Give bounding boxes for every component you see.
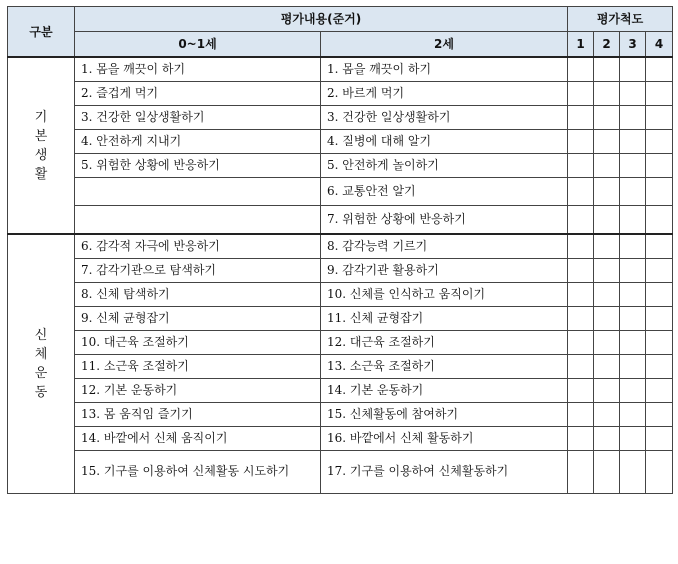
- content-age-2: 2. 바르게 먹기: [321, 81, 568, 105]
- table-row: [8, 177, 673, 205]
- score-cell-2[interactable]: [594, 105, 620, 129]
- score-cell-4[interactable]: [646, 153, 673, 177]
- score-cell-1[interactable]: [568, 378, 594, 402]
- score-level-3-header: 3: [620, 32, 646, 58]
- score-cell-1[interactable]: [568, 81, 594, 105]
- score-cell-1[interactable]: [568, 153, 594, 177]
- score-cell-2[interactable]: [594, 378, 620, 402]
- score-cell-1[interactable]: [568, 258, 594, 282]
- content-age-2: 1. 몸을 깨끗이 하기: [321, 57, 568, 81]
- score-cell-2[interactable]: [594, 402, 620, 426]
- content-age-2: 14. 기본 운동하기: [321, 378, 568, 402]
- score-cell-4[interactable]: [646, 378, 673, 402]
- table-header: [8, 7, 673, 58]
- score-cell-3[interactable]: [620, 306, 646, 330]
- score-cell-1[interactable]: [568, 426, 594, 450]
- score-cell-3[interactable]: [620, 330, 646, 354]
- content-age-2: 16. 바깥에서 신체 활동하기: [321, 426, 568, 450]
- content-age-2: 12. 대근육 조절하기: [321, 330, 568, 354]
- content-age-01: 8. 신체 탐색하기: [75, 282, 321, 306]
- score-cell-4[interactable]: [646, 426, 673, 450]
- score-cell-3[interactable]: [620, 81, 646, 105]
- content-age-01: 10. 대근육 조절하기: [75, 330, 321, 354]
- table-row: [8, 306, 673, 330]
- score-cell-1[interactable]: [568, 177, 594, 205]
- score-cell-2[interactable]: [594, 81, 620, 105]
- score-cell-4[interactable]: [646, 57, 673, 81]
- score-cell-3[interactable]: [620, 450, 646, 493]
- score-cell-3[interactable]: [620, 177, 646, 205]
- content-age-01: 7. 감각기관으로 탐색하기: [75, 258, 321, 282]
- score-cell-4[interactable]: [646, 330, 673, 354]
- content-age-2: 6. 교통안전 알기: [321, 177, 568, 205]
- category-char: 본: [34, 128, 48, 144]
- content-age-2: 10. 신체를 인식하고 움직이기: [321, 282, 568, 306]
- score-level-2-header: 2: [594, 32, 620, 58]
- content-age-2: 7. 위험한 상황에 반응하기: [321, 205, 568, 234]
- score-cell-3[interactable]: [620, 258, 646, 282]
- content-age-01: [75, 205, 321, 234]
- category-char: 체: [34, 346, 48, 362]
- score-cell-4[interactable]: [646, 129, 673, 153]
- content-age-01: [75, 177, 321, 205]
- content-age-01: 6. 감각적 자극에 반응하기: [75, 234, 321, 258]
- score-cell-2[interactable]: [594, 330, 620, 354]
- score-level-1-header: 1: [568, 32, 594, 58]
- score-cell-1[interactable]: [568, 330, 594, 354]
- content-age-2: 15. 신체활동에 참여하기: [321, 402, 568, 426]
- score-cell-4[interactable]: [646, 306, 673, 330]
- score-cell-3[interactable]: [620, 378, 646, 402]
- content-age-2: 13. 소근육 조절하기: [321, 354, 568, 378]
- score-cell-2[interactable]: [594, 234, 620, 258]
- score-cell-3[interactable]: [620, 57, 646, 81]
- score-cell-2[interactable]: [594, 354, 620, 378]
- score-cell-2[interactable]: [594, 450, 620, 493]
- table-row: [8, 129, 673, 153]
- score-cell-1[interactable]: [568, 402, 594, 426]
- score-cell-3[interactable]: [620, 282, 646, 306]
- category-char: 신: [34, 327, 48, 343]
- content-age-01: 13. 몸 움직임 즐기기: [75, 402, 321, 426]
- category-basic-life: [8, 57, 75, 234]
- table-row: [8, 57, 673, 81]
- score-cell-4[interactable]: [646, 282, 673, 306]
- table-row: [8, 402, 673, 426]
- scale-header: 평가척도: [568, 7, 673, 32]
- score-cell-1[interactable]: [568, 354, 594, 378]
- score-cell-1[interactable]: [568, 205, 594, 234]
- content-age-2: 8. 감각능력 기르기: [321, 234, 568, 258]
- score-cell-4[interactable]: [646, 81, 673, 105]
- table-row: [8, 81, 673, 105]
- age-01-header: 0~1세: [75, 32, 321, 58]
- score-cell-3[interactable]: [620, 402, 646, 426]
- content-age-01: 3. 건강한 일상생활하기: [75, 105, 321, 129]
- score-cell-4[interactable]: [646, 177, 673, 205]
- score-cell-2[interactable]: [594, 426, 620, 450]
- category-char: 동: [34, 384, 48, 400]
- score-cell-1[interactable]: [568, 105, 594, 129]
- score-cell-1[interactable]: [568, 129, 594, 153]
- category-char: 운: [34, 365, 48, 381]
- score-cell-4[interactable]: [646, 450, 673, 493]
- content-age-01: 12. 기본 운동하기: [75, 378, 321, 402]
- content-age-01: 15. 기구를 이용하여 신체활동 시도하기: [75, 450, 321, 493]
- table-row: [8, 282, 673, 306]
- table-row: [8, 378, 673, 402]
- category-header: 구분: [8, 7, 75, 58]
- table-body: [8, 57, 673, 493]
- content-age-01: 5. 위험한 상황에 반응하기: [75, 153, 321, 177]
- content-age-01: 2. 즐겁게 먹기: [75, 81, 321, 105]
- score-cell-4[interactable]: [646, 205, 673, 234]
- age-2-header: 2세: [321, 32, 568, 58]
- score-cell-3[interactable]: [620, 153, 646, 177]
- content-age-2: 9. 감각기관 활용하기: [321, 258, 568, 282]
- score-cell-2[interactable]: [594, 282, 620, 306]
- score-cell-3[interactable]: [620, 354, 646, 378]
- table-row: [8, 354, 673, 378]
- score-cell-1[interactable]: [568, 282, 594, 306]
- content-age-2: 4. 질병에 대해 알기: [321, 129, 568, 153]
- score-cell-1[interactable]: [568, 57, 594, 81]
- content-age-01: 9. 신체 균형잡기: [75, 306, 321, 330]
- table-row: [8, 258, 673, 282]
- content-age-2: 17. 기구를 이용하여 신체활동하기: [321, 450, 568, 493]
- score-cell-4[interactable]: [646, 234, 673, 258]
- content-age-2: 5. 안전하게 놀이하기: [321, 153, 568, 177]
- content-age-2: 3. 건강한 일상생활하기: [321, 105, 568, 129]
- score-cell-2[interactable]: [594, 177, 620, 205]
- category-char: 기: [34, 109, 48, 125]
- score-cell-4[interactable]: [646, 258, 673, 282]
- score-cell-2[interactable]: [594, 57, 620, 81]
- content-age-01: 14. 바깥에서 신체 움직이기: [75, 426, 321, 450]
- table-row: [8, 205, 673, 234]
- table-row: [8, 450, 673, 493]
- score-cell-3[interactable]: [620, 205, 646, 234]
- score-cell-2[interactable]: [594, 258, 620, 282]
- score-level-4-header: 4: [646, 32, 673, 58]
- score-cell-3[interactable]: [620, 426, 646, 450]
- content-header: 평가내용(준거): [75, 7, 568, 32]
- category-char: 생: [34, 147, 48, 163]
- content-age-01: 4. 안전하게 지내기: [75, 129, 321, 153]
- table-row: [8, 330, 673, 354]
- score-cell-4[interactable]: [646, 354, 673, 378]
- content-age-2: 11. 신체 균형잡기: [321, 306, 568, 330]
- score-cell-2[interactable]: [594, 306, 620, 330]
- score-cell-2[interactable]: [594, 129, 620, 153]
- content-age-01: 11. 소근육 조절하기: [75, 354, 321, 378]
- score-cell-3[interactable]: [620, 105, 646, 129]
- score-cell-4[interactable]: [646, 105, 673, 129]
- table-row: [8, 153, 673, 177]
- score-cell-1[interactable]: [568, 234, 594, 258]
- content-age-01: 1. 몸을 깨끗이 하기: [75, 57, 321, 81]
- score-cell-1[interactable]: [568, 450, 594, 493]
- score-cell-3[interactable]: [620, 234, 646, 258]
- table-row: [8, 105, 673, 129]
- category-physical-movement: [8, 234, 75, 493]
- category-char: 활: [34, 166, 48, 182]
- table-row: [8, 426, 673, 450]
- score-cell-3[interactable]: [620, 129, 646, 153]
- score-cell-4[interactable]: [646, 402, 673, 426]
- score-cell-2[interactable]: [594, 205, 620, 234]
- score-cell-2[interactable]: [594, 153, 620, 177]
- table-row: [8, 234, 673, 258]
- score-cell-1[interactable]: [568, 306, 594, 330]
- evaluation-table: [7, 6, 673, 494]
